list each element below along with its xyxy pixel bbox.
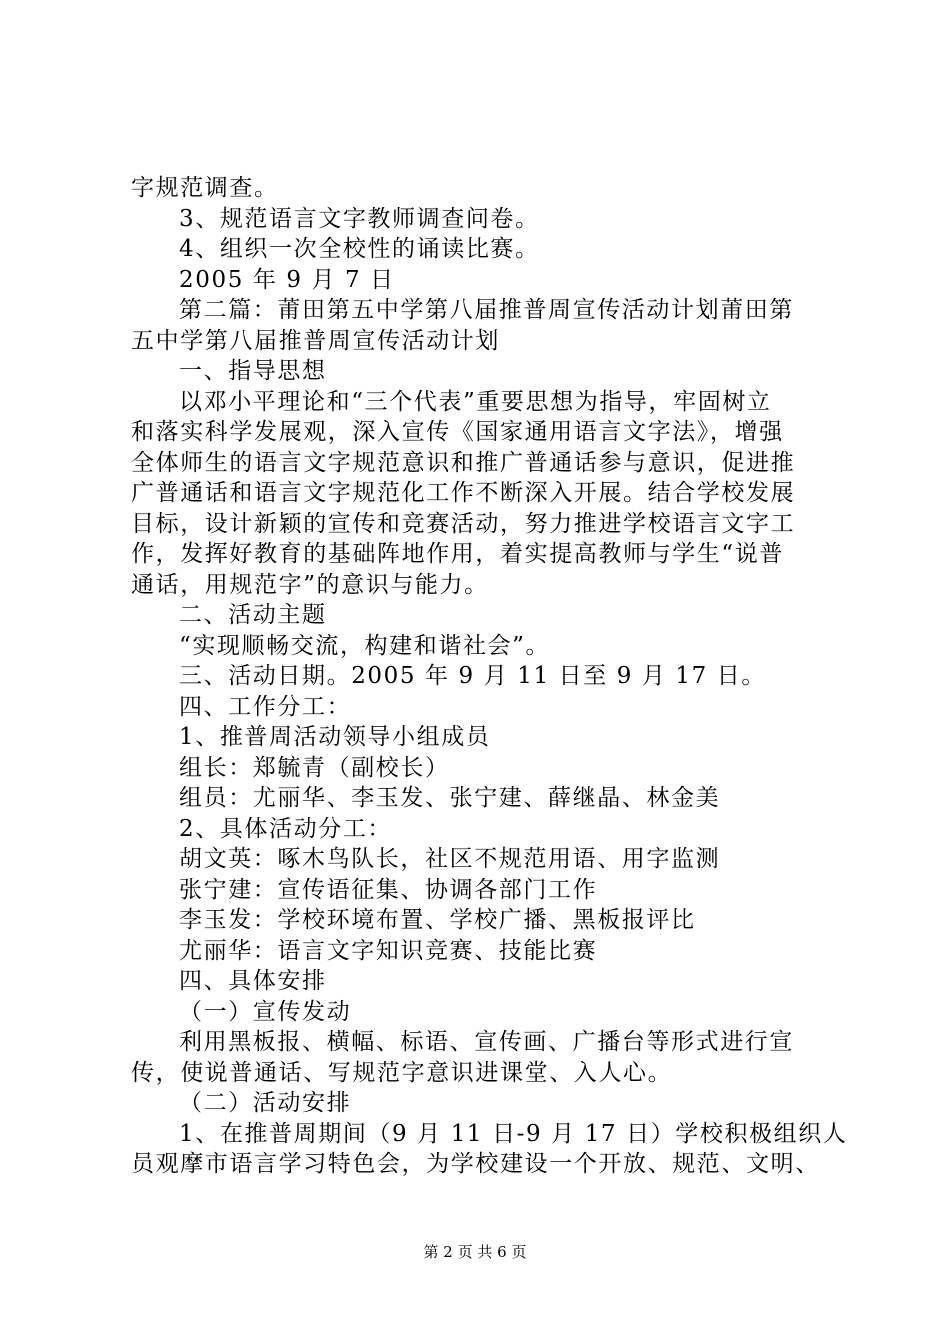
text-line: 五中学第八届推普周宣传活动计划 xyxy=(131,327,500,354)
text-line: 和落实科学发展观，深入宣传《国家通用语言文字法》，增强 xyxy=(131,419,784,445)
text-line: 1、在推普周期间（9 月 11 日-9 月 17 日）学校积极组织人 xyxy=(179,1120,848,1147)
document-body xyxy=(131,173,848,1180)
text-line: 员观摩市语言学习特色会，为学校建设一个开放、规范、文明、 xyxy=(131,1151,820,1177)
text-line: 目标，设计新颖的宣传和竞赛活动，努力推进学校语言文字工 xyxy=(131,510,796,537)
text-line: 第二篇：莆田第五中学第八届推普周宣传活动计划莆田第 xyxy=(179,297,794,323)
text-line: 3、规范语言文字教师调查问卷。 xyxy=(179,205,540,232)
text-line: （二）活动安排 xyxy=(179,1090,352,1116)
text-line: 李玉发：学校环境布置、学校广播、黑板报评比 xyxy=(179,907,696,933)
text-line: 通话，用规范字”的意识与能力。 xyxy=(131,571,489,598)
page-footer: 第 2 页 共 6 页 xyxy=(423,1243,527,1261)
text-line: “实现顺畅交流，构建和谐社会”。 xyxy=(179,632,551,659)
text-line: 利用黑板报、横幅、标语、宣传画、广播台等形式进行宣 xyxy=(179,1029,794,1055)
text-line: 一、指导思想 xyxy=(179,358,327,384)
text-line: 四、工作分工： xyxy=(179,693,352,720)
text-line: 四、具体安排 xyxy=(179,968,327,994)
text-line: 三、活动日期。2005 年 9 月 11 日至 9 月 17 日。 xyxy=(179,663,766,689)
text-line: 4、组织一次全校性的诵读比赛。 xyxy=(179,236,540,262)
text-line: 传，使说普通话、写规范字意识进课堂、入人心。 xyxy=(131,1059,673,1086)
text-line: 组长：郑毓青（副校长） xyxy=(179,754,450,781)
text-line: 全体师生的语言文字规范意识和推广普通话参与意识，促进推 xyxy=(131,449,796,476)
text-line: 张宁建：宣传语征集、协调各部门工作 xyxy=(179,876,598,903)
text-line: 胡文英：啄木鸟队长，社区不规范用语、用字监测 xyxy=(179,846,721,872)
text-line: （一）宣传发动 xyxy=(179,998,352,1025)
text-line: 二、活动主题 xyxy=(179,602,327,628)
text-line: 广普通话和语言文字规范化工作不断深入开展。结合学校发展 xyxy=(131,480,796,506)
text-line: 字规范调查。 xyxy=(131,175,279,201)
text-line: 作，发挥好教育的基础阵地作用，着实提高教师与学生“说普 xyxy=(131,541,784,567)
text-line: 尤丽华：语言文字知识竞赛、技能比赛 xyxy=(179,937,598,964)
text-line: 2005 年 9 月 7 日 xyxy=(179,266,395,293)
text-line: 1、推普周活动领导小组成员 xyxy=(179,724,491,750)
text-line: 以邓小平理论和“三个代表”重要思想为指导，牢固树立 xyxy=(179,388,772,415)
text-line: 2、具体活动分工： xyxy=(179,815,393,842)
text-line: 组员：尤丽华、李玉发、张宁建、薛继晶、林金美 xyxy=(179,785,721,811)
